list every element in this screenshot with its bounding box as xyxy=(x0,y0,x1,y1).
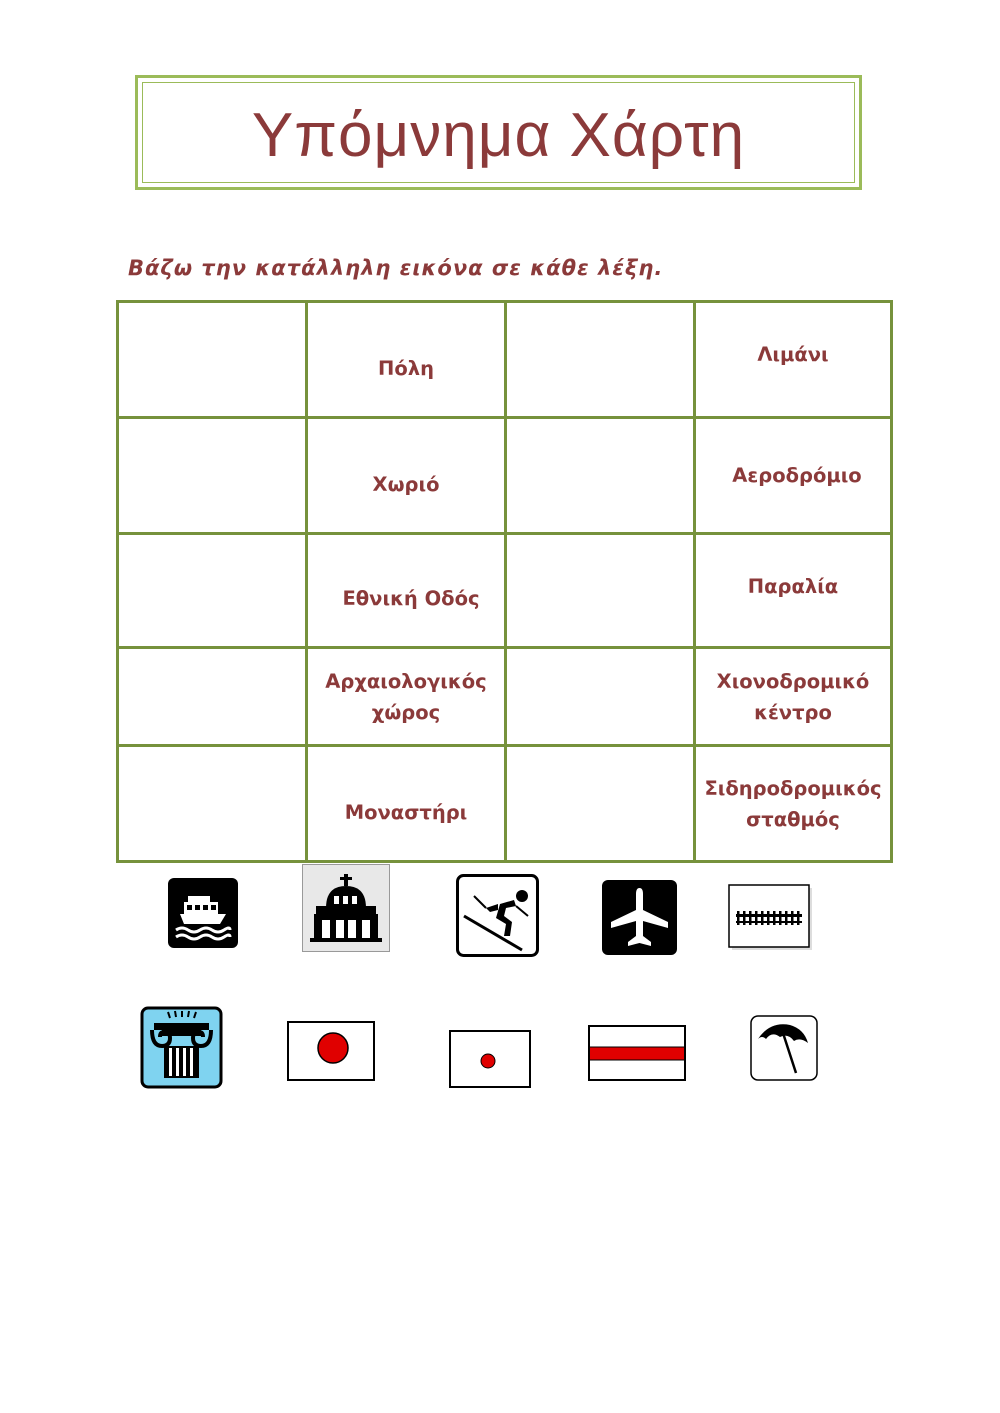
word-cell: Χωριό xyxy=(307,418,506,534)
table-row xyxy=(118,648,892,746)
drop-cell[interactable] xyxy=(118,648,307,746)
skier-icon[interactable] xyxy=(456,874,539,957)
word-cell: Εθνική Οδός xyxy=(307,534,506,648)
drop-cell[interactable] xyxy=(506,534,695,648)
boat-icon[interactable] xyxy=(168,878,238,948)
drop-cell[interactable] xyxy=(506,648,695,746)
highway-icon[interactable] xyxy=(588,1025,686,1081)
drop-cell[interactable] xyxy=(506,418,695,534)
monastery-icon[interactable] xyxy=(302,864,390,952)
table-row xyxy=(118,418,892,534)
table-row xyxy=(118,746,892,862)
word-cell: Παραλία xyxy=(695,534,892,648)
word-cell: Αρχαιολογικός χώρος xyxy=(307,648,506,746)
drop-cell[interactable] xyxy=(506,746,695,862)
word-cell: Χιονοδρομικό κέντρο xyxy=(695,648,892,746)
beach-umbrella-icon[interactable] xyxy=(750,1015,818,1081)
railway-icon[interactable] xyxy=(728,884,814,952)
city-dot-icon[interactable] xyxy=(287,1021,375,1081)
word-cell: Πόλη xyxy=(307,302,506,418)
drop-cell[interactable] xyxy=(118,746,307,862)
instruction-text: Βάζω την κατάλληλη εικόνα σε κάθε λέξη. xyxy=(128,256,664,280)
word-cell: Αεροδρόμιο xyxy=(695,418,892,534)
drop-cell[interactable] xyxy=(506,302,695,418)
drop-cell[interactable] xyxy=(118,418,307,534)
title-box xyxy=(135,75,862,190)
word-cell: Λιμάνι xyxy=(695,302,892,418)
table-row xyxy=(118,302,892,418)
page-title: Υπόμνημα Χάρτη xyxy=(251,101,746,170)
table-row xyxy=(118,534,892,648)
word-cell: Σιδηροδρομικός σταθμός xyxy=(695,746,892,862)
drop-cell[interactable] xyxy=(118,534,307,648)
ancient-column-icon[interactable] xyxy=(140,1006,223,1089)
drop-cell[interactable] xyxy=(118,302,307,418)
word-cell: Μοναστήρι xyxy=(307,746,506,862)
airplane-icon[interactable] xyxy=(602,880,677,955)
legend-table xyxy=(116,300,893,863)
village-dot-icon[interactable] xyxy=(449,1030,531,1088)
